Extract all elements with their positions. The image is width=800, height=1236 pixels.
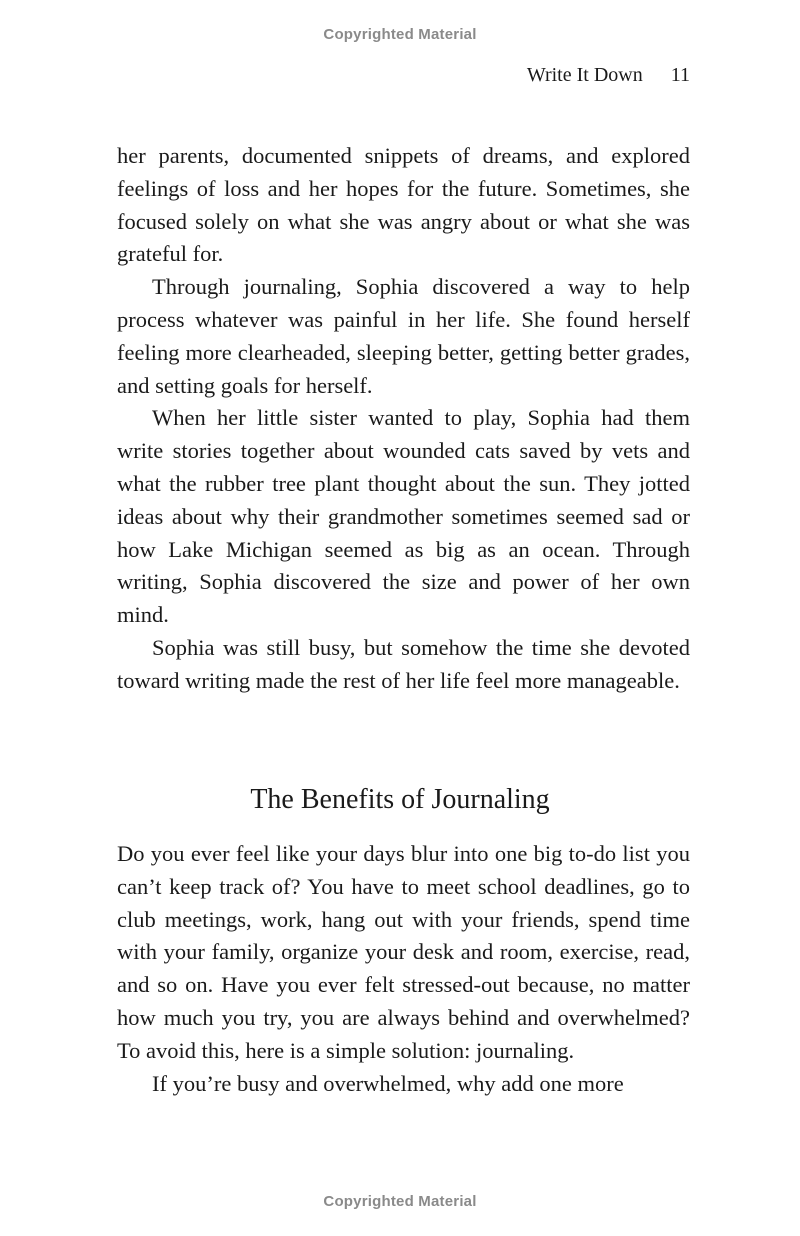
paragraph: her parents, documented snippets of dreams, and explored feelings of loss and her hopes for the future. Sometimes, she focused solely on what she was angry about or what she was grateful for. [117,143,690,267]
paragraph: Through journaling, Sophia discovered a way to help process whatever was painful in her life. She found herself feeling more clearheaded, sleeping better, getting better grades, and setting goals for herself. [117,274,690,398]
page-number: 11 [670,64,690,86]
running-head [527,64,690,87]
paragraph: Sophia was still busy, but somehow the time she devoted toward writing made the rest of her life feel more manageable. [117,634,690,693]
copyright-watermark-top: Copyrighted Material [323,26,477,43]
running-head-title: Write It Down [526,64,643,86]
paragraph: If you’re busy and overwhelmed, why add one more [152,1070,624,1096]
section-heading: The Benefits of Journaling [250,784,550,815]
body-text-after-heading [117,838,690,1100]
paragraph: Do you ever feel like your days blur into one big to-do list you can’t keep track of? You have to meet school deadlines, go to club meetings, work, hang out with your friends, spend time with your family, organize your desk and room, exercise, read, and so on. Have you ever felt stressed-out because, no matter how much you try, you are always behind and overwhelmed? To avoid this, here is a simple solution: journaling. [117,841,690,1063]
paragraph: When her little sister wanted to play, Sophia had them write stories together about wounded cats saved by vets and what the rubber tree plant thought about the sun. They jotted ideas about why their grandmother sometimes seemed sad or how Lake Michigan seemed as big as an ocean. Through writing, Sophia discovered the size and power of her own mind. [117,405,690,628]
body-text-before-heading [117,140,690,698]
copyright-watermark-bottom: Copyrighted Material [323,1193,477,1210]
